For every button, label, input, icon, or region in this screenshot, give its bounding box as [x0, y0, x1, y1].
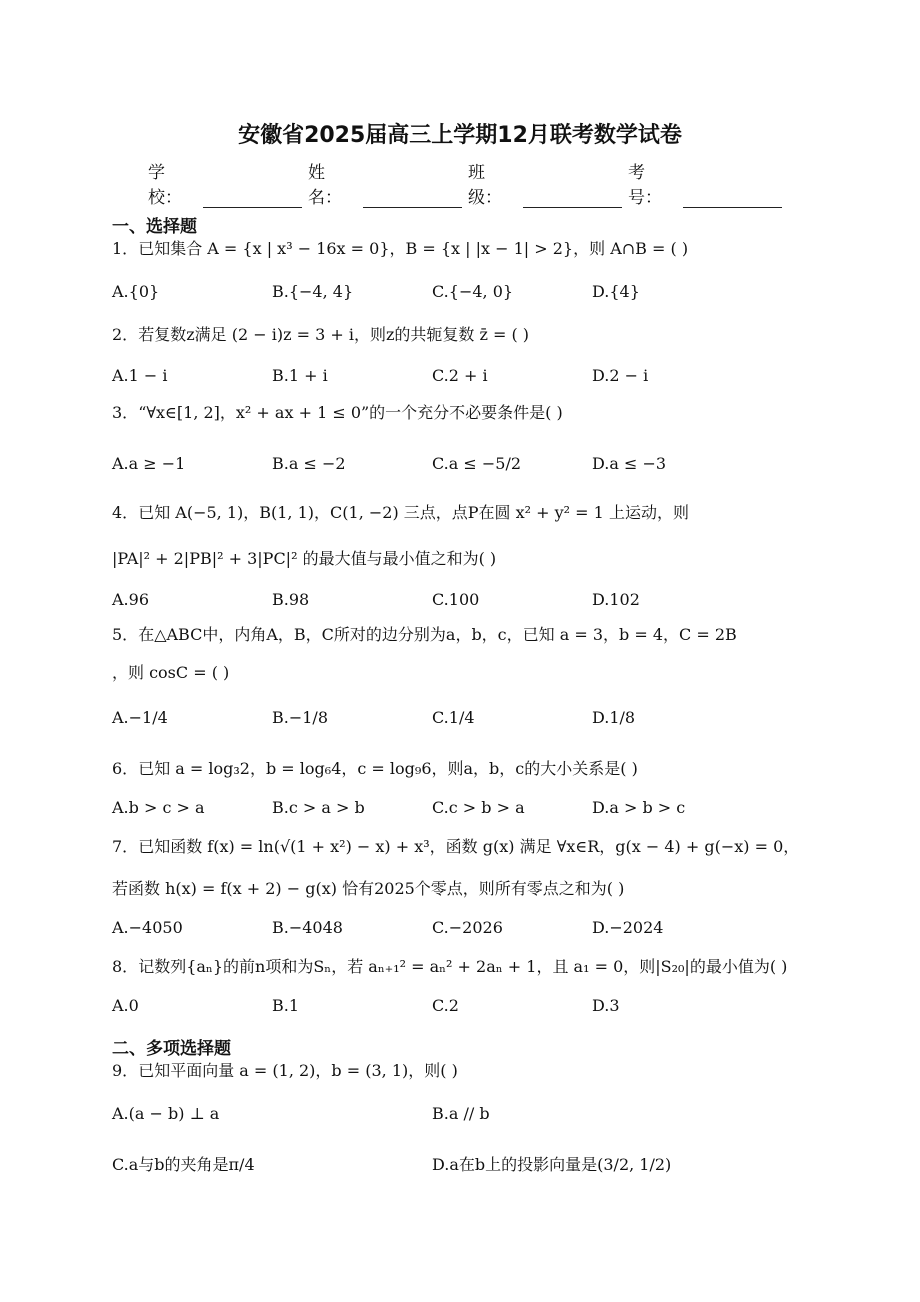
school-field: 学校： [148, 158, 302, 208]
option-c[interactable]: C.100 [432, 590, 480, 609]
option-b[interactable]: B.1 [272, 996, 300, 1015]
question-3: 3．“∀x∈[1, 2]，x² + ax + 1 ≤ 0”的一个充分不必要条件是( ) [112, 403, 563, 422]
option-d[interactable]: D.−2024 [592, 918, 664, 937]
exam-number-field: 考号： [628, 158, 782, 208]
question-4-options [112, 590, 812, 614]
option-d[interactable]: D.3 [592, 996, 620, 1015]
question-5-line-2: ，则 cosC = ( ) [112, 663, 230, 682]
option-b[interactable]: B.c > a > b [272, 798, 365, 817]
option-a[interactable]: A.(a − b) ⊥ a [112, 1104, 220, 1123]
option-b[interactable]: B.{−4, 4} [272, 282, 354, 301]
option-c[interactable]: C.2 [432, 996, 459, 1015]
exam-number-blank[interactable] [683, 189, 782, 208]
class-blank[interactable] [523, 189, 622, 208]
option-d[interactable]: D.a在b上的投影向量是(3/2, 1/2) [432, 1155, 672, 1174]
option-b[interactable]: B.−1/8 [272, 708, 328, 727]
class-field: 班级： [468, 158, 622, 208]
option-c[interactable]: C.−2026 [432, 918, 503, 937]
option-d[interactable]: D.a > b > c [592, 798, 686, 817]
option-a[interactable]: A.−1/4 [112, 708, 168, 727]
question-8: 8．记数列{aₙ}的前n项和为Sₙ，若 aₙ₊₁² = aₙ² + 2aₙ + 1，且 a₁ = 0，则|S₂₀|的最小值为( ) [112, 957, 788, 976]
option-a[interactable]: A.1 − i [112, 366, 168, 385]
student-info-row [148, 158, 788, 208]
question-8-options [112, 996, 812, 1020]
option-d[interactable]: D.1/8 [592, 708, 636, 727]
question-1-options [112, 282, 812, 306]
option-b[interactable]: B.−4048 [272, 918, 343, 937]
name-field: 姓名： [308, 158, 462, 208]
question-9-options-row-2 [112, 1152, 812, 1176]
question-6-options [112, 798, 812, 822]
option-a[interactable]: A.0 [112, 996, 139, 1015]
option-c[interactable]: C.a ≤ −5/2 [432, 454, 522, 473]
option-a[interactable]: A.b > c > a [112, 798, 205, 817]
question-2-options [112, 366, 812, 390]
question-2: 2．若复数z满足 (2 − i)z = 3 + i，则z的共轭复数 z̄ = ( ) [112, 325, 530, 344]
option-d[interactable]: D.{4} [592, 282, 640, 301]
school-blank[interactable] [203, 189, 302, 208]
option-c[interactable]: C.a与b的夹角是π/4 [112, 1155, 255, 1174]
option-b[interactable]: B.98 [272, 590, 310, 609]
question-7: 7．已知函数 f(x) = ln(√(1 + x²) − x) + x³，函数 g(x) 满足 ∀x∈R，g(x − 4) + g(−x) = 0， [112, 837, 800, 856]
question-6: 6．已知 a = log₃2，b = log₆4，c = log₉6，则a，b，c的大小关系是( ) [112, 759, 638, 778]
question-4-line-2: |PA|² + 2|PB|² + 3|PC|² 的最大值与最小值之和为( ) [112, 549, 497, 568]
option-a[interactable]: A.a ≥ −1 [112, 454, 186, 473]
question-9: 9．已知平面向量 a = (1, 2)，b = (3, 1)，则( ) [112, 1061, 458, 1080]
question-3-options [112, 454, 812, 478]
question-9-options-row-1 [112, 1104, 812, 1128]
name-blank[interactable] [363, 189, 462, 208]
section-multiple-choice: 二、多项选择题 [112, 1039, 231, 1059]
option-d[interactable]: D.a ≤ −3 [592, 454, 667, 473]
option-b[interactable]: B.a // b [432, 1104, 490, 1123]
option-d[interactable]: D.2 − i [592, 366, 649, 385]
option-c[interactable]: C.{−4, 0} [432, 282, 514, 301]
exam-title: 安徽省2025届高三上学期12月联考数学试卷 [238, 123, 682, 148]
question-7-line-2: 若函数 h(x) = f(x + 2) − g(x) 恰有2025个零点，则所有零点之和为( ) [112, 879, 625, 898]
section-single-choice: 一、选择题 [112, 217, 197, 237]
question-4: 4．已知 A(−5, 1)，B(1, 1)，C(1, −2) 三点，点P在圆 x² + y² = 1 上运动，则 [112, 503, 689, 522]
option-c[interactable]: C.c > b > a [432, 798, 525, 817]
question-7-options [112, 918, 812, 942]
option-c[interactable]: C.1/4 [432, 708, 475, 727]
option-a[interactable]: A.96 [112, 590, 149, 609]
question-1: 1．已知集合 A = {x | x³ − 16x = 0}，B = {x | |x − 1| > 2}，则 A∩B = ( ) [112, 239, 689, 258]
question-5-options [112, 708, 812, 732]
question-5: 5．在△ABC中，内角A，B，C所对的边分别为a，b，c，已知 a = 3，b = 4，C = 2B [112, 625, 737, 644]
option-a[interactable]: A.{0} [112, 282, 160, 301]
option-a[interactable]: A.−4050 [112, 918, 183, 937]
option-b[interactable]: B.1 + i [272, 366, 328, 385]
option-d[interactable]: D.102 [592, 590, 640, 609]
option-b[interactable]: B.a ≤ −2 [272, 454, 346, 473]
option-c[interactable]: C.2 + i [432, 366, 488, 385]
